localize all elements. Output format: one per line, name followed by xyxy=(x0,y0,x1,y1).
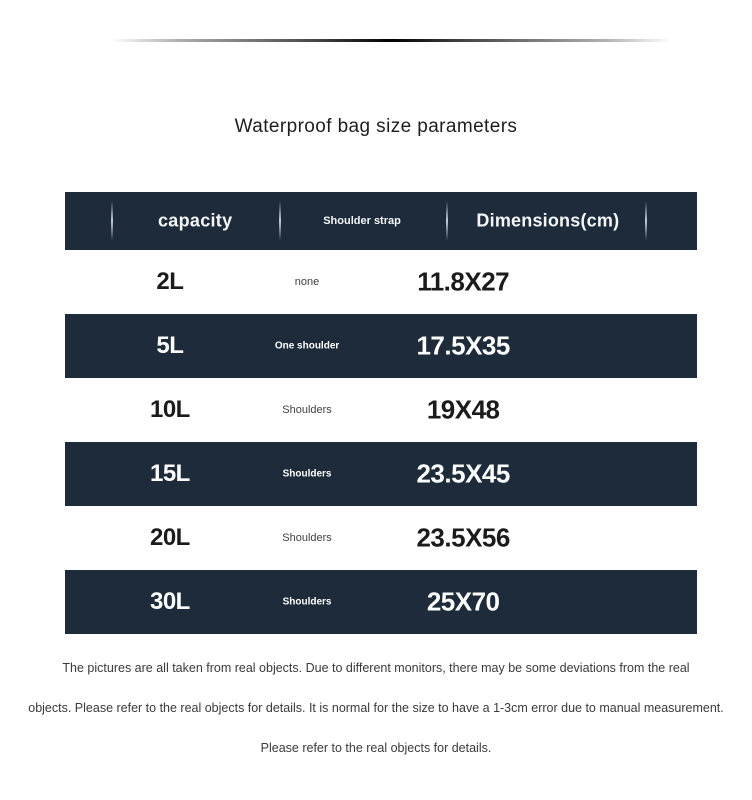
dimensions-value: 25X70 xyxy=(426,586,500,617)
header-capacity: capacity xyxy=(157,210,233,231)
table-row xyxy=(65,250,697,314)
strap-value: Shoulders xyxy=(282,468,332,480)
column-divider xyxy=(111,201,113,242)
table-row xyxy=(65,378,697,442)
dimensions-value: 17.5X35 xyxy=(416,330,510,361)
table-row xyxy=(65,442,697,506)
dimensions-value: 11.8X27 xyxy=(417,266,510,297)
column-divider xyxy=(279,201,281,242)
capacity-value: 5L xyxy=(156,332,184,359)
disclaimer-line-2: objects. Please refer to the real objects for details. It is normal for the size to have a 1-3cm error due to manual measurement. xyxy=(28,701,724,715)
header-dimensions: Dimensions(cm) xyxy=(476,210,620,231)
header-shoulder-strap: Shoulder strap xyxy=(323,215,401,227)
dimensions-value: 19X48 xyxy=(426,394,500,425)
size-table xyxy=(65,192,697,634)
strap-value: none xyxy=(294,276,320,288)
capacity-value: 20L xyxy=(149,524,190,551)
capacity-value: 30L xyxy=(149,588,190,615)
capacity-value: 10L xyxy=(149,396,190,423)
strap-value: One shoulder xyxy=(274,340,340,352)
strap-value: Shoulders xyxy=(282,596,332,608)
table-header-row xyxy=(65,192,697,250)
dimensions-value: 23.5X56 xyxy=(416,522,510,553)
table-row xyxy=(65,506,697,570)
capacity-value: 2L xyxy=(156,268,184,295)
capacity-value: 15L xyxy=(149,460,190,487)
disclaimer xyxy=(0,648,752,768)
dimensions-value: 23.5X45 xyxy=(416,458,510,489)
strap-value: Shoulders xyxy=(282,404,332,416)
disclaimer-line-1: The pictures are all taken from real objects. Due to different monitors, there may be some deviations from the real xyxy=(62,661,690,675)
table-row xyxy=(65,314,697,378)
column-divider xyxy=(645,201,647,242)
table-row xyxy=(65,570,697,634)
page-title: Waterproof bag size parameters xyxy=(234,116,518,137)
decorative-divider-line xyxy=(110,39,672,42)
strap-value: Shoulders xyxy=(282,532,332,544)
column-divider xyxy=(446,201,448,242)
disclaimer-line-3: Please refer to the real objects for details. xyxy=(260,741,492,755)
